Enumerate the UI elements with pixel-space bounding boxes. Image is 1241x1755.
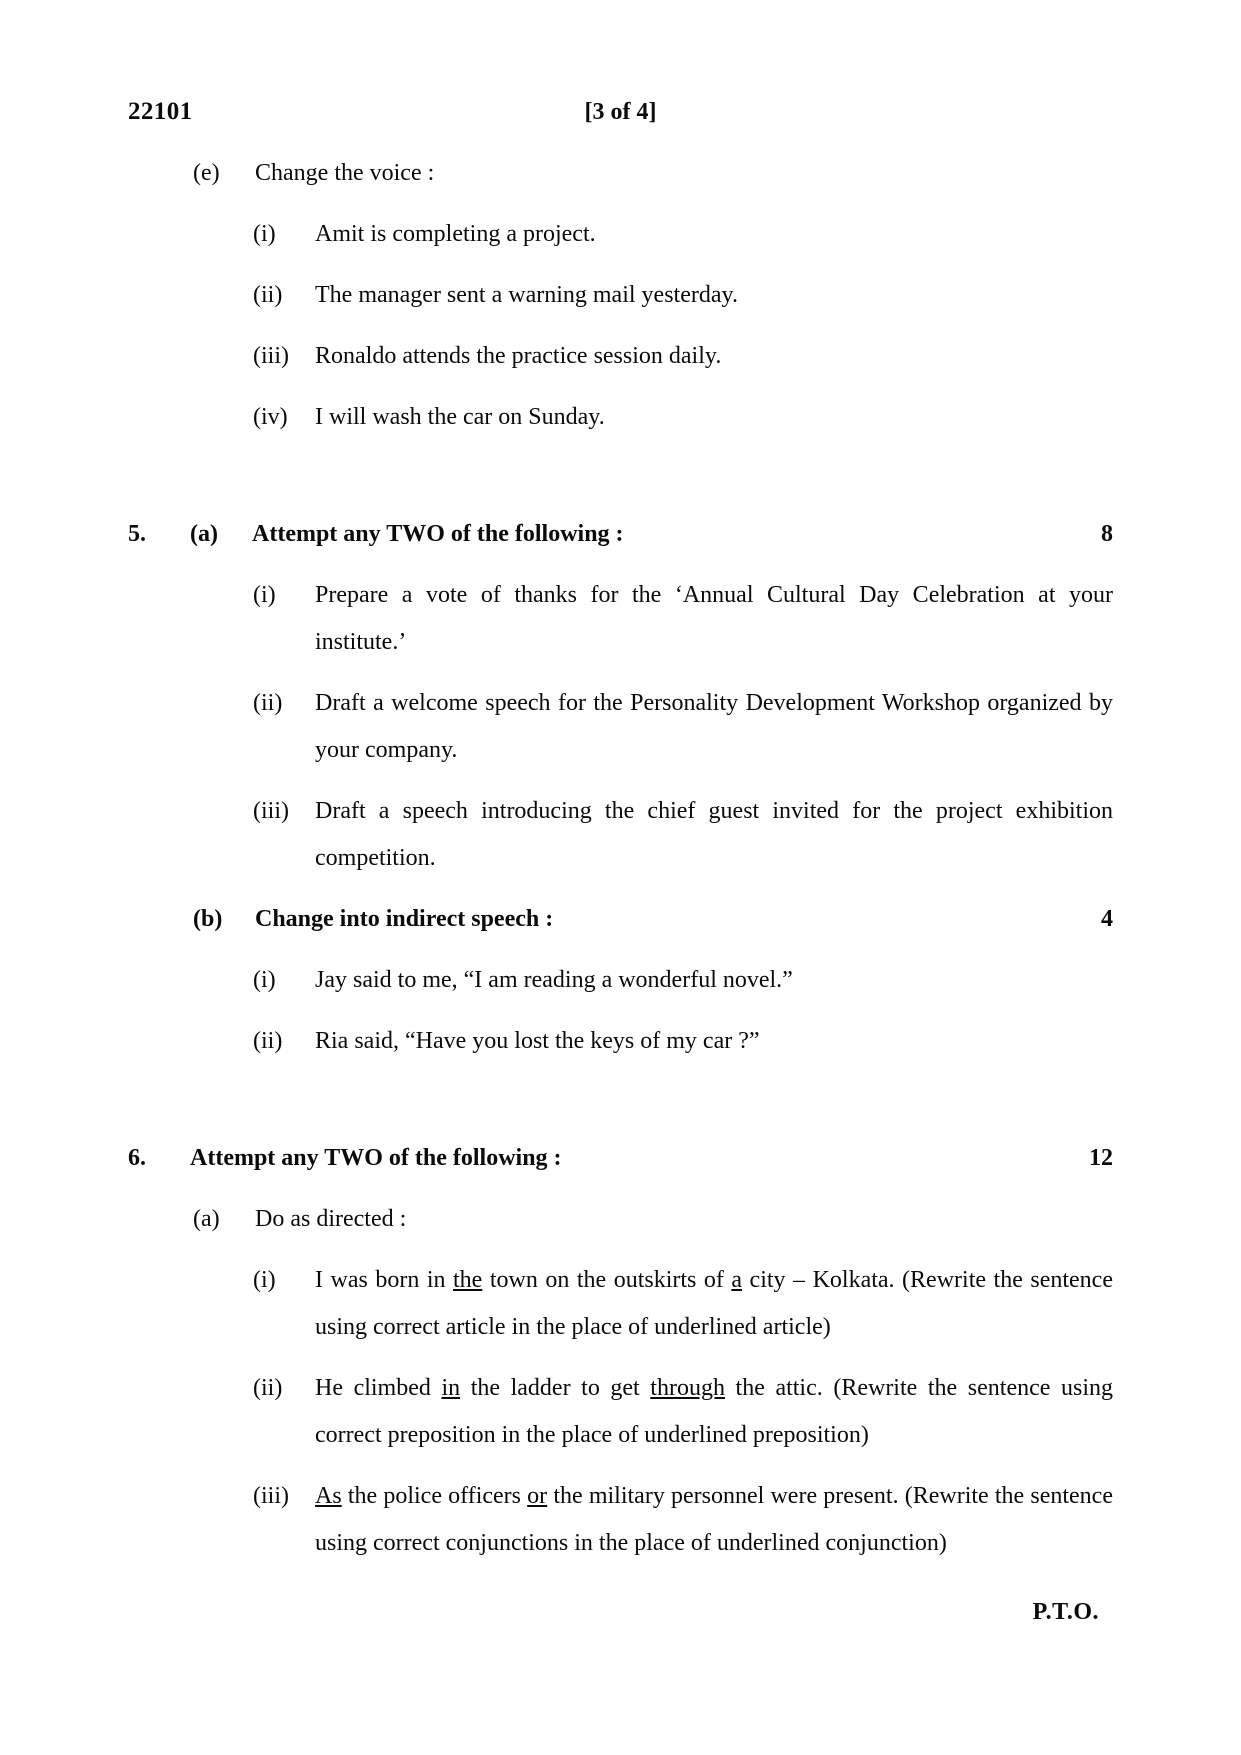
item-text: Ronaldo attends the practice session daily. bbox=[315, 343, 722, 369]
paper-code: 22101 bbox=[128, 98, 193, 125]
question-6a-label: (a) bbox=[193, 1206, 220, 1232]
spacer bbox=[128, 1004, 1113, 1018]
question-5a-prompt: Attempt any TWO of the following : bbox=[252, 521, 624, 547]
spacer bbox=[128, 666, 1113, 680]
page-indicator-text: [3 of 4] bbox=[584, 99, 657, 125]
question-5b-item-ii bbox=[253, 1018, 1113, 1065]
spacer bbox=[128, 774, 1113, 788]
item-text: Ria said, “Have you lost the keys of my car ?” bbox=[315, 1028, 760, 1054]
question-4e-item-ii bbox=[253, 272, 1113, 319]
underlined-word: the bbox=[453, 1267, 483, 1293]
spacer bbox=[128, 1065, 1113, 1135]
item-text bbox=[315, 1365, 1113, 1459]
item-segment: the police officers bbox=[341, 1483, 528, 1509]
item-text bbox=[315, 1257, 1113, 1351]
question-6-marks: 12 bbox=[1089, 1145, 1113, 1171]
item-text: Prepare a vote of thanks for the ‘Annual Cultural Day Celebration at your institute.’ bbox=[315, 582, 1113, 655]
item-label: (ii) bbox=[253, 1028, 283, 1054]
underlined-word: As bbox=[315, 1483, 342, 1509]
question-5a-item-iii bbox=[253, 788, 1113, 882]
question-5a-item-i bbox=[253, 572, 1113, 666]
spacer bbox=[128, 1351, 1113, 1365]
spacer bbox=[128, 1459, 1113, 1473]
item-label: (ii) bbox=[253, 282, 283, 308]
item-text: Jay said to me, “I am reading a wonderful novel.” bbox=[315, 967, 793, 993]
question-4e-prompt: Change the voice : bbox=[255, 160, 435, 186]
page-indicator bbox=[128, 99, 1113, 126]
spacer bbox=[128, 1182, 1113, 1196]
underlined-word: or bbox=[527, 1483, 548, 1509]
item-text: The manager sent a warning mail yesterday. bbox=[315, 282, 738, 308]
question-6-number: 6. bbox=[128, 1145, 146, 1171]
question-4e bbox=[193, 150, 1113, 197]
question-5b-marks: 4 bbox=[1101, 906, 1113, 932]
question-4e-label: (e) bbox=[193, 160, 220, 186]
item-text: I will wash the car on Sunday. bbox=[315, 404, 605, 430]
question-5b-heading bbox=[193, 896, 1113, 943]
spacer bbox=[128, 558, 1113, 572]
item-label: (ii) bbox=[253, 690, 283, 716]
spacer bbox=[128, 197, 1113, 211]
item-label: (ii) bbox=[253, 1375, 283, 1401]
item-label: (i) bbox=[253, 967, 276, 993]
question-5-number: 5. bbox=[128, 521, 146, 547]
spacer bbox=[128, 380, 1113, 394]
underlined-word: in bbox=[441, 1375, 461, 1401]
question-5a-heading bbox=[128, 511, 1113, 558]
question-5a-item-ii bbox=[253, 680, 1113, 774]
item-label: (i) bbox=[253, 221, 276, 247]
item-segment: the ladder to get bbox=[460, 1375, 651, 1401]
spacer bbox=[128, 258, 1113, 272]
question-5b-prompt: Change into indirect speech : bbox=[255, 906, 554, 932]
item-text bbox=[315, 1473, 1113, 1567]
question-4e-item-i bbox=[253, 211, 1113, 258]
question-5b-item-i bbox=[253, 957, 1113, 1004]
item-segment: I was born in bbox=[315, 1267, 454, 1293]
item-segment: the military personnel were present. (Rewrite the sentence using correct conjunctions in the place of underlined conjunction) bbox=[315, 1483, 1113, 1556]
pto-footer: P.T.O. bbox=[1032, 1599, 1099, 1625]
item-label: (iv) bbox=[253, 404, 288, 430]
item-text: Amit is completing a project. bbox=[315, 221, 596, 247]
question-6-heading bbox=[128, 1135, 1113, 1182]
question-6a-item-ii bbox=[253, 1365, 1113, 1459]
question-4e-item-iii bbox=[253, 333, 1113, 380]
spacer bbox=[128, 943, 1113, 957]
item-label: (iii) bbox=[253, 798, 289, 824]
question-6a-item-i bbox=[253, 1257, 1113, 1351]
item-label: (iii) bbox=[253, 1483, 289, 1509]
question-5b-label: (b) bbox=[193, 906, 223, 932]
question-6a-prompt: Do as directed : bbox=[255, 1206, 407, 1232]
item-text: Draft a speech introducing the chief guest invited for the project exhibition competition. bbox=[315, 798, 1113, 871]
item-text: Draft a welcome speech for the Personality Development Workshop organized by your company. bbox=[315, 690, 1113, 763]
question-6-prompt: Attempt any TWO of the following : bbox=[190, 1145, 562, 1171]
item-label: (i) bbox=[253, 582, 276, 608]
item-label: (i) bbox=[253, 1267, 276, 1293]
page-content bbox=[128, 98, 1113, 1626]
question-5a-label: (a) bbox=[190, 521, 218, 547]
item-label: (iii) bbox=[253, 343, 289, 369]
question-6a-heading bbox=[193, 1196, 1113, 1243]
question-5a-marks: 8 bbox=[1101, 521, 1113, 547]
question-4e-item-iv bbox=[253, 394, 1113, 441]
page-header bbox=[128, 98, 1113, 132]
spacer bbox=[128, 882, 1113, 896]
item-segment: He climbed bbox=[315, 1375, 442, 1401]
item-segment: the attic. (Rewrite the sentence using correct preposition in the place of underlined preposition) bbox=[315, 1375, 1113, 1448]
item-segment: town on the outskirts of bbox=[482, 1267, 732, 1293]
underlined-word: a bbox=[731, 1267, 743, 1293]
question-6a-item-iii bbox=[253, 1473, 1113, 1567]
spacer bbox=[128, 1243, 1113, 1257]
spacer bbox=[128, 441, 1113, 511]
underlined-word: through bbox=[650, 1375, 725, 1401]
spacer bbox=[128, 319, 1113, 333]
item-segment: city – Kolkata. (Rewrite the sentence using correct article in the place of underlined article) bbox=[315, 1267, 1113, 1340]
